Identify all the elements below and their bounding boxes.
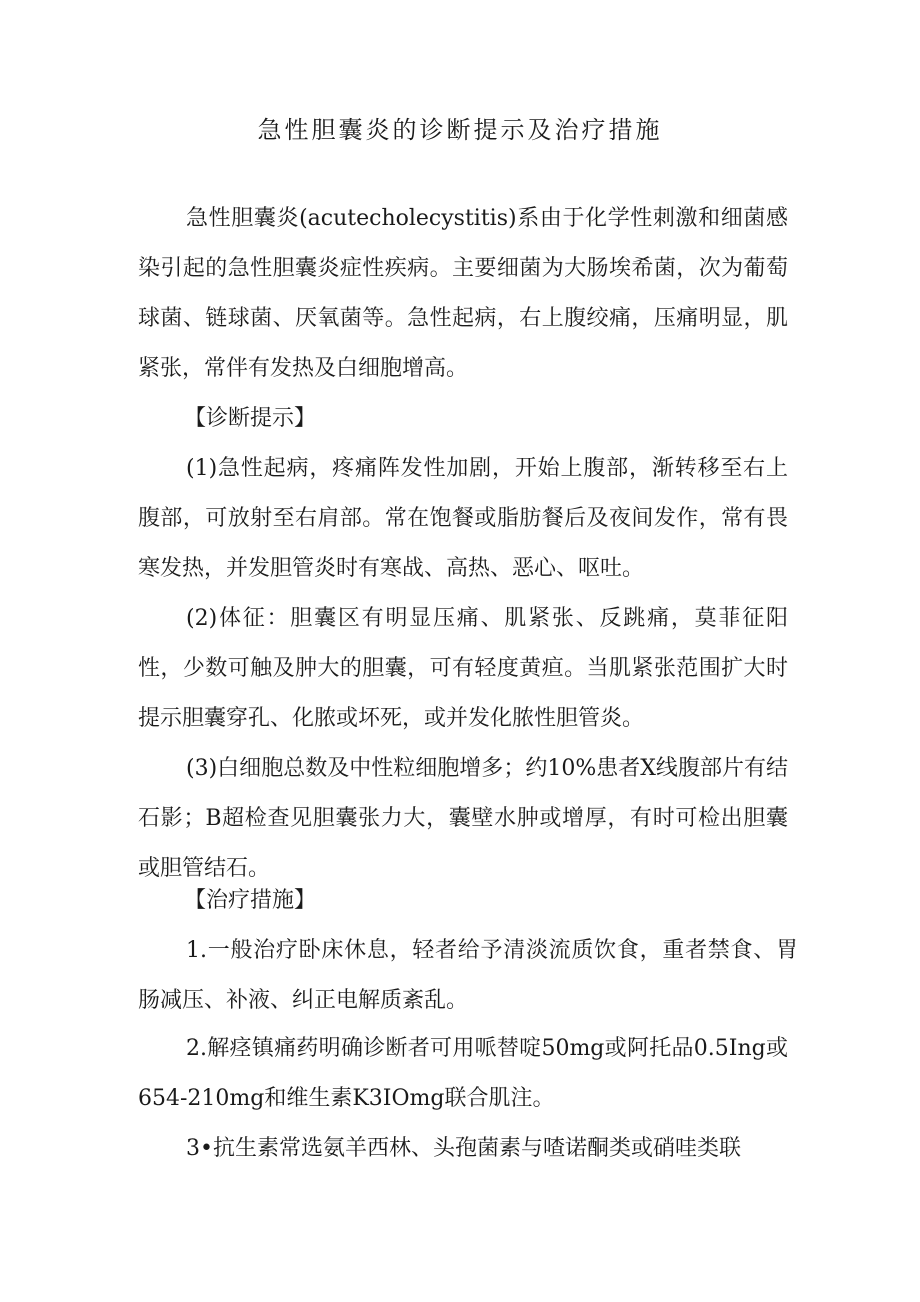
diagnosis-item-1: (1)急性起病，疼痛阵发性加剧，开始上腹部，渐转移至右上腹部，可放射至右肩部。常在饱餐或脂肪餐后及夜间发作，常有畏寒发热，并发胆管炎时有寒战、高热、恶心、呕吐。 — [138, 456, 788, 581]
treatment-item-1: 1.一般治疗卧床休息，轻者给予清淡流质饮食，重者禁食、胃肠减压、补液、纠正电解质紊乱。 — [138, 938, 798, 1013]
diagnosis-item-3: (3)白细胞总数及中性粒细胞增多；约10%患者X线腹部片有结石影；B超检查见胆囊张力大，囊壁水肿或增厚，有时可检出胆囊或胆管结石。 — [138, 756, 788, 881]
document-title: 急性胆囊炎的诊断提示及治疗措施 — [257, 116, 663, 144]
treatment-heading: 【治疗措施】 — [184, 888, 317, 913]
treatment-item-2: 2.解痉镇痛药明确诊断者可用哌替啶50mg或阿托品0.5Ing或654-210mg和维生素K3IOmg联合肌注。 — [138, 1036, 788, 1111]
diagnosis-item-2: (2)体征：胆囊区有明显压痛、肌紧张、反跳痛，莫菲征阳性，少数可触及肿大的胆囊，可有轻度黄疸。当肌紧张范围扩大时提示胆囊穿孔、化脓或坏死，或并发化脓性胆管炎。 — [138, 606, 788, 731]
treatment-item-3: 3•抗生素常选氨羊西林、头孢菌素与喳诺酮类或硝哇类联 — [186, 1136, 741, 1161]
intro-paragraph: 急性胆囊炎(acutecholecystitis)系由于化学性刺激和细菌感染引起的急性胆囊炎症性疾病。主要细菌为大肠埃希菌，次为葡萄球菌、链球菌、厌氧菌等。急性起病，右上腹绞痛，压痛明显，肌紧张，常伴有发热及白细胞增高。 — [138, 206, 788, 381]
diagnosis-heading: 【诊断提示】 — [184, 406, 317, 431]
